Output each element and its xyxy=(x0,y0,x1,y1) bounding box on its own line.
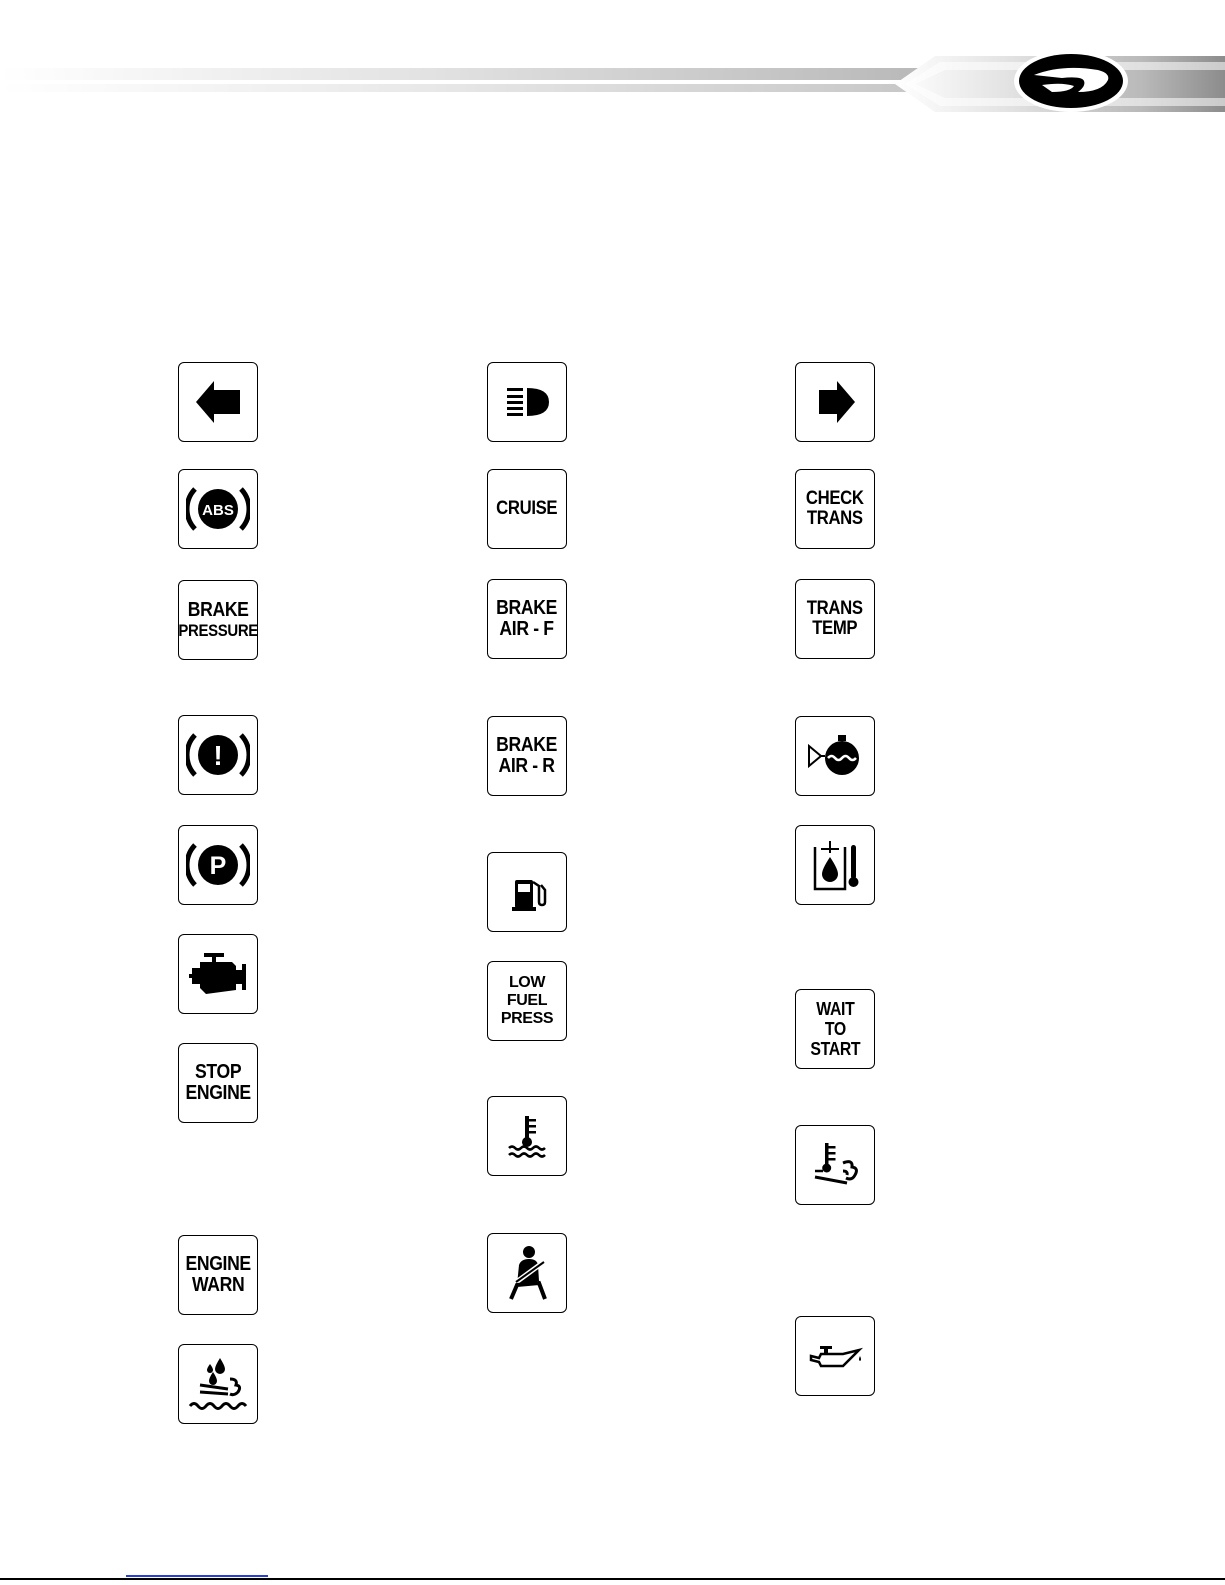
brake-pressure-tile xyxy=(178,580,258,660)
low-fuel-press-line-3: PRESS xyxy=(500,1009,554,1027)
low-fuel-press-tile xyxy=(487,961,567,1041)
brake-pressure-line-2: PRESSURE xyxy=(178,620,258,640)
engine-icon xyxy=(186,942,250,1006)
check-engine-tile xyxy=(178,934,258,1014)
parking-brake-letter: P xyxy=(209,852,227,880)
brake-air-f-tile xyxy=(487,579,567,659)
brake-warning-tile xyxy=(178,715,258,795)
low-fuel-press-line-1: LOW xyxy=(508,974,546,992)
coolant-temperature-icon xyxy=(495,1104,559,1168)
stop-engine-tile xyxy=(178,1043,258,1123)
wait-to-start-line-2: TO xyxy=(824,1018,846,1039)
stop-engine-line-2: ENGINE xyxy=(185,1082,251,1104)
check-trans-line-2: TRANS xyxy=(807,508,863,529)
high-beam-icon xyxy=(495,370,559,434)
def-fluid-icon xyxy=(186,1352,250,1416)
hydraulic-oil-temp-tile xyxy=(795,825,875,905)
oil-level-temperature-icon xyxy=(803,833,867,897)
right-turn-signal-tile xyxy=(795,362,875,442)
stop-engine-line-1: STOP xyxy=(194,1060,242,1083)
parking-brake-icon xyxy=(186,833,250,897)
exhaust-temp-tile xyxy=(795,1125,875,1205)
brake-air-r-line-1: BRAKE xyxy=(496,733,558,756)
cruise-label: CRUISE xyxy=(496,497,558,519)
low-fuel-tile xyxy=(487,852,567,932)
abs-label: ABS xyxy=(202,502,234,519)
brake-warning-icon xyxy=(186,723,250,787)
trans-temp-line-1: TRANS xyxy=(807,597,863,619)
wait-to-start-line-1: WAIT xyxy=(815,998,855,1019)
exhaust-temperature-icon xyxy=(803,1133,867,1197)
wait-to-start-tile xyxy=(795,989,875,1069)
engine-warn-line-2: WARN xyxy=(191,1274,245,1296)
water-in-fuel-tile xyxy=(795,716,875,796)
seat-belt-icon xyxy=(495,1241,559,1305)
low-fuel-press-line-2: FUEL xyxy=(506,992,548,1010)
footer-rule xyxy=(0,1578,1225,1580)
oil-can-icon xyxy=(803,1324,867,1388)
high-beam-tile xyxy=(487,362,567,442)
brake-air-f-line-2: AIR - F xyxy=(499,618,555,640)
parking-brake-tile xyxy=(178,825,258,905)
trans-temp-line-2: TEMP xyxy=(812,618,858,639)
engine-warn-line-1: ENGINE xyxy=(185,1252,251,1275)
fuel-pump-icon xyxy=(495,860,559,924)
arrow-left-icon xyxy=(186,370,250,434)
def-fluid-tile xyxy=(178,1344,258,1424)
oil-pressure-tile xyxy=(795,1316,875,1396)
water-in-fuel-icon xyxy=(803,724,867,788)
coolant-temp-tile xyxy=(487,1096,567,1176)
brake-air-r-line-2: AIR - R xyxy=(498,755,556,777)
check-trans-tile xyxy=(795,469,875,549)
brake-air-f-line-1: BRAKE xyxy=(496,596,558,619)
engine-warn-tile xyxy=(178,1235,258,1315)
footer-link-underline[interactable] xyxy=(126,1575,268,1577)
brake-warning-mark: ! xyxy=(213,740,223,771)
check-trans-line-1: CHECK xyxy=(806,487,864,509)
brake-pressure-line-1: BRAKE xyxy=(187,599,249,622)
abs-icon xyxy=(186,477,250,541)
abs-tile xyxy=(178,469,258,549)
arrow-right-icon xyxy=(803,370,867,434)
wait-to-start-line-3: START xyxy=(810,1039,860,1060)
trans-temp-tile xyxy=(795,579,875,659)
brake-air-r-tile xyxy=(487,716,567,796)
cruise-tile xyxy=(487,469,567,549)
left-turn-signal-tile xyxy=(178,362,258,442)
company-logo-icon xyxy=(1012,48,1130,114)
seat-belt-tile xyxy=(487,1233,567,1313)
